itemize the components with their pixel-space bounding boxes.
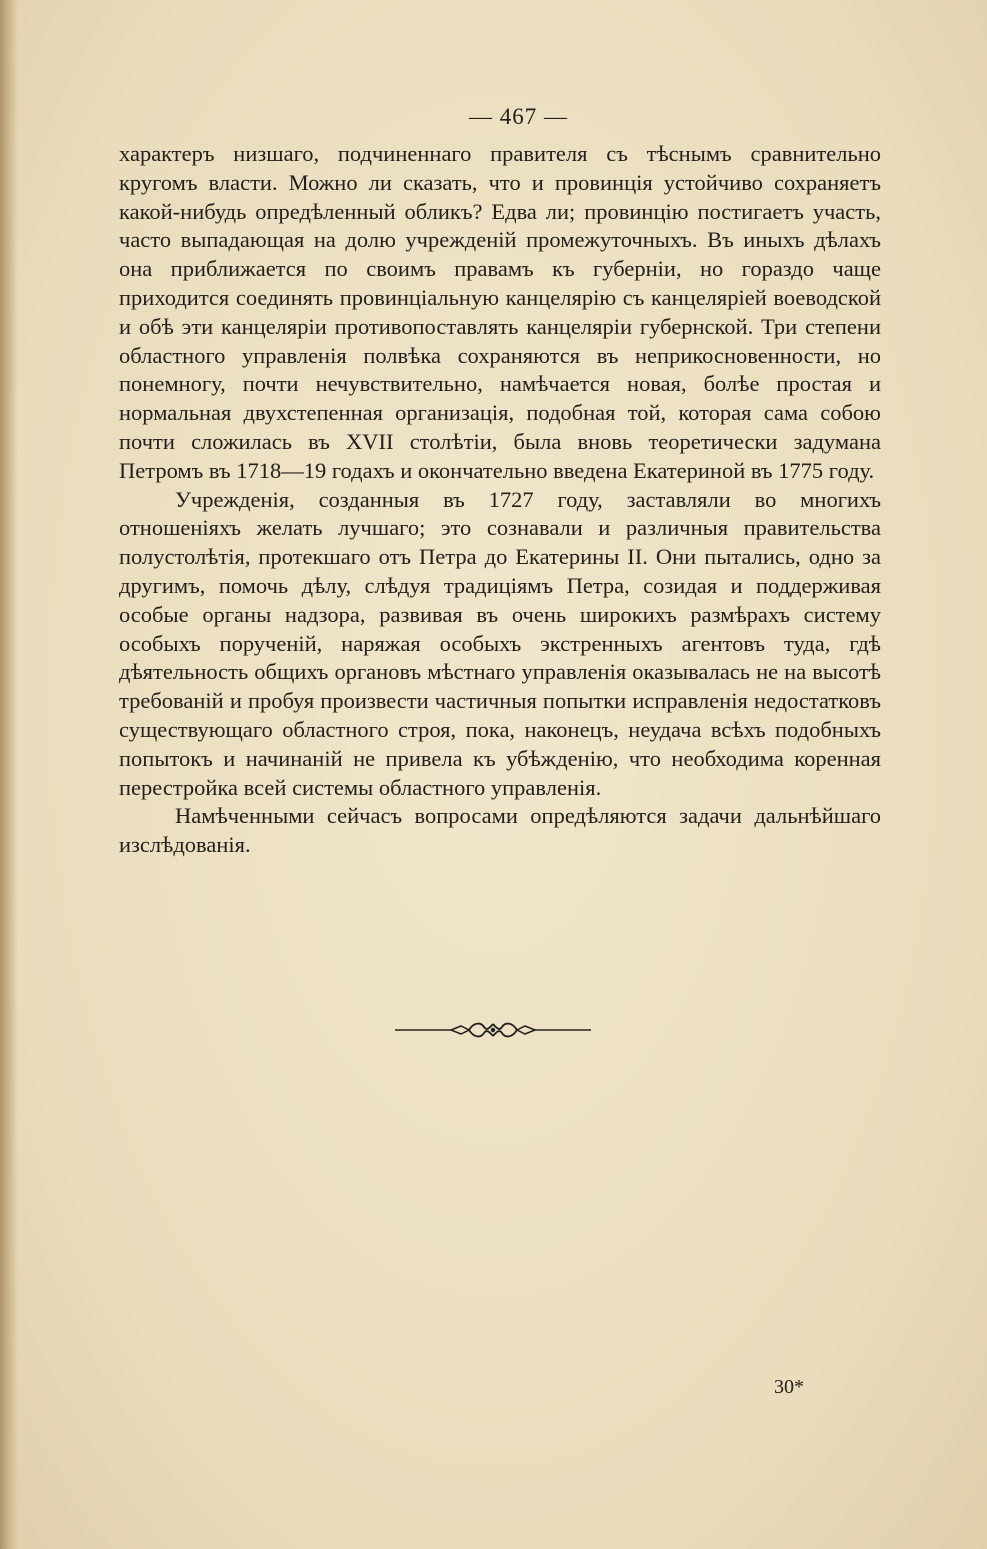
signature-mark: 30* <box>774 1376 804 1398</box>
paragraph-3: Намѣченными сейчасъ вопросами опредѣляются задачи дальнѣйшаго изслѣдованія. <box>119 803 881 858</box>
page-number: — 467 — <box>469 104 568 129</box>
paragraph-2: Учрежденія, созданныя въ 1727 году, заставляли во многихъ отношеніяхъ желать лучшаго; это сознавали и различныя правительства полустолѣтія, протекшаго отъ Петра до Екатерины II. Они пытались, одно за другимъ, помочь дѣлу, слѣдуя традиціямъ Петра, созидая и поддерживая особые органы надзора, развивая въ очень широкихъ размѣрахъ систему особыхъ порученій, наряжая особыхъ экстренныхъ агентовъ туда, гдѣ дѣятельность общихъ органовъ мѣстнаго управленія оказывалась не на высотѣ требованій и пробуя произвести частичныя попытки исправленія недостатковъ существующаго областного строя, пока, наконецъ, неудача всѣхъ подобныхъ попытокъ и начинаній не привела къ убѣжденію, что необходима коренная перестройка всей системы областного управленія. <box>119 486 881 800</box>
body-text <box>119 140 881 860</box>
ornament-divider <box>395 1019 591 1041</box>
page-edge-shadow <box>0 0 18 1549</box>
paragraph-1: характеръ низшаго, подчиненнаго правителя съ тѣснымъ сравнительно кругомъ власти. Можно ли сказать, что и провинція устойчиво сохраняетъ какой-нибудь опредѣленный обликъ? Едва ли; провинцію постигаетъ участь, часто выпадающая на долю учрежденій промежуточныхъ. Въ иныхъ дѣлахъ она приближается по своимъ правамъ къ губерніи, но гораздо чаще приходится соединять провинціальную канцелярію съ канцеляріей воеводской и обѣ эти канцеляріи противопоставлять канцеляріи губернской. Три степени областного управленія полвѣка сохраняются въ неприкосновенности, но понемногу, почти нечувствительно, намѣчается новая, болѣе простая и нормальная двухстепенная организація, подобная той, которая сама собою почти сложилась въ XVII столѣтіи, была вновь теоретически задумана Петромъ въ 1718—19 годахъ и окончательно введена Екатериной въ 1775 году. <box>119 141 881 483</box>
